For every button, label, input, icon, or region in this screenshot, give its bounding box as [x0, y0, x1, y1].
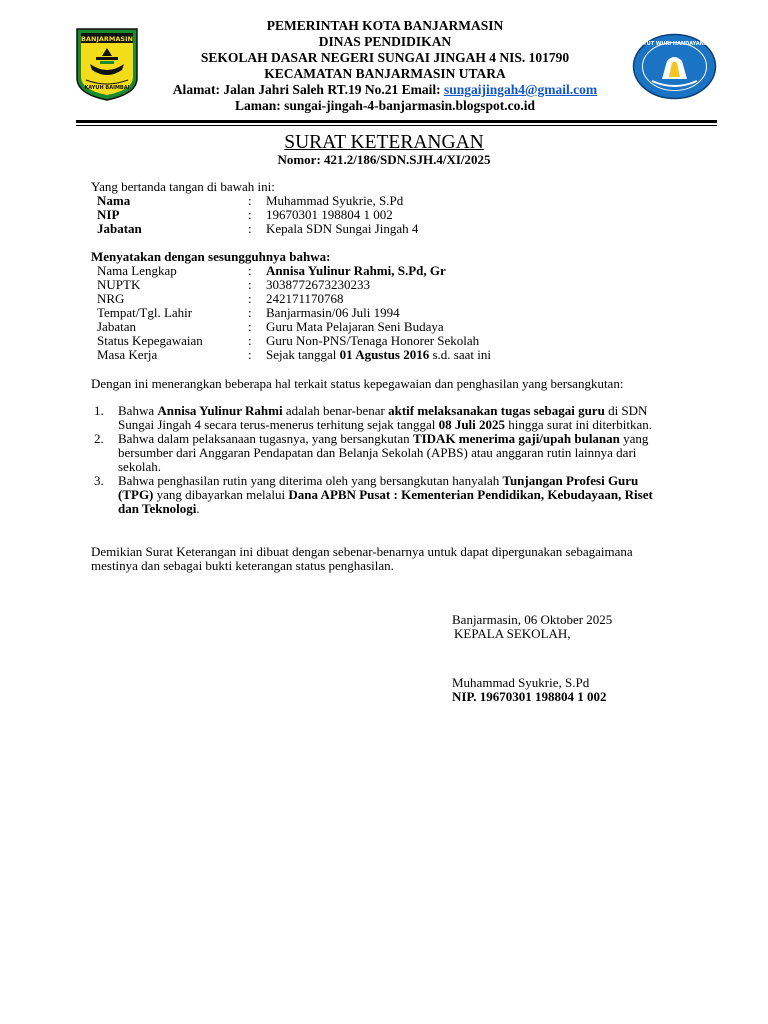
statement-points [91, 404, 656, 516]
letterhead-rule-thick [76, 120, 717, 123]
signature-name: Muhammad Syukrie, S.Pd [452, 675, 590, 690]
signature-nip: NIP. 19670301 198804 1 002 [452, 689, 607, 704]
email-link[interactable]: sungaijingah4@gmail.com [443, 82, 598, 97]
signature-position: KEPALA SEKOLAH, [454, 626, 571, 641]
letterhead-school: SEKOLAH DASAR NEGERI SUNGAI JINGAH 4 NIS. 101790 [200, 50, 570, 65]
letterhead-agency: DINAS PENDIDIKAN [318, 34, 452, 49]
explanation-intro: Dengan ini menerangkan beberapa hal terkait status kepegawaian dan penghasilan yang bersangkutan: [91, 376, 624, 391]
intro-text: Yang bertanda tangan di bawah ini: [91, 179, 275, 194]
closing-text: Demikian Surat Keterangan ini dibuat dengan sebenar-benarnya untuk dapat dipergunakan sebagaimana mestinya dan sebagai bukti keterangan status penghasilan. [91, 544, 633, 573]
letterhead-address: Alamat: Jalan Jahri Saleh RT.19 No.21 Email: [172, 82, 444, 97]
document-number: Nomor: 421.2/186/SDN.SJH.4/XI/2025 [277, 152, 491, 167]
letterhead-rule-thin [76, 125, 717, 126]
emblem-bottom-text: KAYUH BAIMBAI [84, 85, 130, 91]
emblem-ring-text: TUT WURI HANDAYANI [643, 41, 706, 47]
list-item: 3. Bahwa penghasilan rutin yang diterima oleh yang bersangkutan hanyalah Tunjangan Profesi Guru (TPG) yang dibayarkan melalui Dana APBN Pusat : Kementerian Pendidikan, Kebudayaan, Riset dan Teknologi. [94, 473, 653, 516]
signature-place-date: Banjarmasin, 06 Oktober 2025 [452, 612, 613, 627]
list-item: 2. Bahwa dalam pelaksanaan tugasnya, yang bersangkutan TIDAK menerima gaji/upah bulanan yang bersumber dari Anggaran Pendapatan dan Belanja Sekolah (APBS) atau anggaran rutin lainnya dari sekolah. [94, 431, 649, 474]
letterhead [140, 18, 630, 114]
statement-heading: Menyatakan dengan sesungguhnya bahwa: [91, 249, 331, 264]
tut-wuri-handayani-emblem-icon [632, 33, 717, 100]
emblem-top-text: BANJARMASIN [81, 35, 133, 43]
letter-page: BANJARMASIN KAYUH BAIMBAI PEMERINTAH KOTA BANJARMASIN DINAS PENDIDIKAN SEKOLAH DASAR NEGERI SUNGAI JINGAH 4 NIS. 101790 KECAMATAN BANJARMASIN UTARA Alamat: Jalan Jahri Saleh RT.19 No.21 Email: sungaijingah4@gmail.com Laman: sungai-jingah-4-banjarmasin.blogspot.co.id TUT WURI HANDAYANI SURAT KETERANGAN Nomor: 421.2/186/SDN.SJH.4/XI/2025 Yang bertanda tangan di bawah ini: Nama : Muhammad Syukrie, S.Pd NIP : 19670301 198804 1 002 Jabatan : Kepala SDN Sungai Jingah 4 Menyatakan dengan sesungguhnya bahwa: Nama Lengkap : Annisa Yulinur Rahmi, S.Pd, Gr NUPTK : 3038772673230233 NRG : 242171170768 Tempat/Tgl. Lahir : Banjarmasin/06 Juli 1994 Jabatan : Guru Mata Pelajaran Seni Budaya Status Kepegawaian : Guru Non-PNS/Tenaga Honorer Sekolah Masa Kerja : Sejak tanggal 01 Agustus 2016 s.d. saat ini Dengan ini menerangkan beberapa hal terkait status kepegawaian dan penghasilan yang bersangkutan: 1. Bahwa Annisa Yulinur Rahmi adalah benar-benar aktif melaksanakan tugas sebagai guru di SDN Sungai Jingah 4 secara terus-menerus terhitung sejak tanggal 08 Juli 2025 hingga surat ini diterbitkan. 2. Bahwa dalam pelaksanaan tugasnya, yang bersangkutan TIDAK menerima gaji/upah bulanan yang bersumber dari Anggaran Pendapatan dan Belanja Sekolah (APBS) atau anggaran rutin lainnya dari sekolah. 3. Bahwa penghasilan rutin yang diterima oleh yang bersangkutan hanyalah Tunjangan Profesi Guru (TPG) yang dibayarkan melalui Dana APBN Pusat : Kementerian Pendidikan, Kebudayaan, Riset dan Teknologi. Demikian Surat Keterangan ini dibuat dengan sebenar-benarnya untuk dapat dipergunakan sebagaimana mestinya dan sebagai bukti keterangan status penghasilan. Banjarmasin, 06 Oktober 2025 KEPALA SEKOLAH, Muhammad Syukrie, S.Pd NIP. 19670301 198804 1 002 [0, 0, 768, 1024]
letterhead-address-line [140, 82, 630, 98]
list-item: 1. Bahwa Annisa Yulinur Rahmi adalah benar-benar aktif melaksanakan tugas sebagai guru di SDN Sungai Jingah 4 secara terus-menerus terhitung sejak tanggal 08 Juli 2025 hingga surat ini diterbitkan. [94, 403, 652, 432]
letterhead-district: KECAMATAN BANJARMASIN UTARA [264, 66, 506, 81]
banjarmasin-emblem-icon [74, 26, 140, 102]
letterhead-government: PEMERINTAH KOTA BANJARMASIN [266, 18, 504, 33]
letterhead-website: Laman: sungai-jingah-4-banjarmasin.blogspot.co.id [234, 98, 536, 113]
document-title: SURAT KETERANGAN [284, 132, 484, 153]
